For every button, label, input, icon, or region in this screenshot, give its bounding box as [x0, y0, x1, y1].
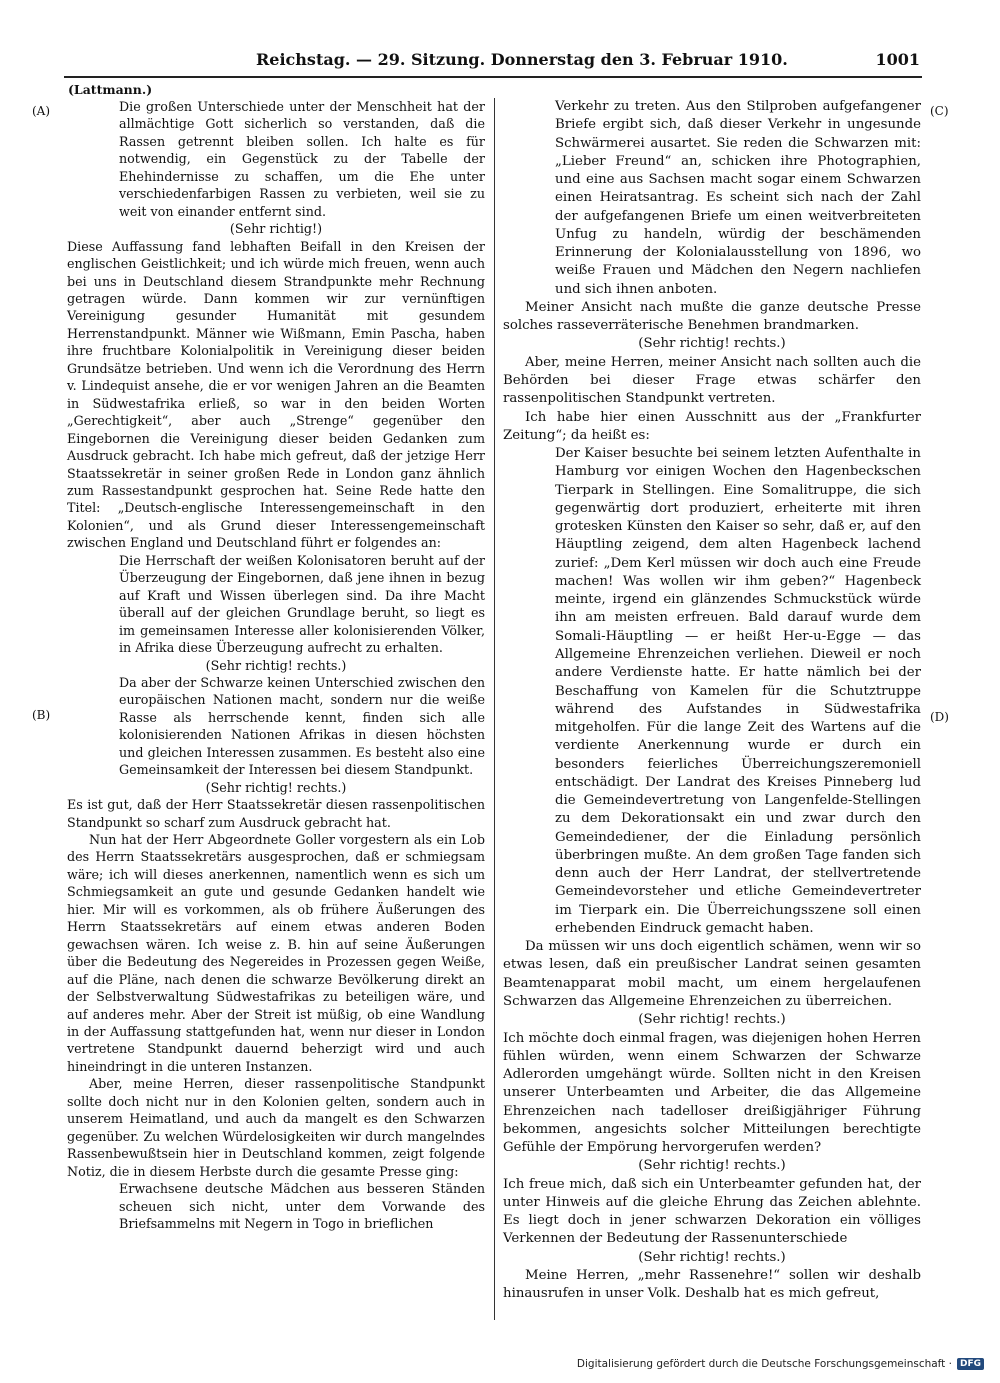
dfg-logo: DFG	[957, 1358, 984, 1370]
paragraph: Diese Auffassung fand lebhaften Beifall in den Kreisen der englischen Geistlichkeit; und ich würde mich freuen, wenn auch bei uns in Deutschland diesem Strandpunkte mehr Rechnung getragen würde. Dann kommen wir zur vernünftigen Vereinigung gesunder Humanität mit gesundem Herrenstandpunkt. Männer wie Wißmann, Emin Pascha, haben ihre fruchtbare Kolonialpolitik in Vereinigung dieser beiden Grundsätze betrieben. Und wenn ich die Verordnung des Herrn v. Lindequist ansehe, die er vor wenigen Jahren an die Beamten in Südwestafrika erließ, so war in den beiden Worten „Gerechtigkeit“, aber auch „Strenge“ gegenüber den Eingebornen die Vereinigung dieser beiden Gedanken zum Ausdruck gebracht. Ich habe mich gefreut, daß der jetzige Herr Staatssekretär in seiner großen Rede in London ganz ähnlich zum Rassestandpunkt gesprochen hat. Seine Rede hatte den Titel: „Deutsch-englische Interessengemeinschaft in den Kolonien“, und als Grund dieser Interessengemeinschaft zwischen England und Deutschland führt er folgendes an:	[67, 238, 485, 551]
interjection: (Sehr richtig!)	[229, 221, 323, 237]
margin-marker-c: (C)	[930, 104, 949, 118]
paragraph: Aber, meine Herren, dieser rassenpolitische Standpunkt sollte doch nicht nur in den Kolonien gelten, sondern auch in unserem Heimatland, und auch da mangelt es den Schwarzen gegenüber. Zu welchen Würdelosigkeiten wir durch mangelndes Rassenbewußtsein hier in Deutschland kommen, zeigt folgende Notiz, die in diesem Herbste durch die gesamte Presse ging:	[67, 1076, 485, 1179]
paragraph: Aber, meine Herren, meiner Ansicht nach sollten auch die Behörden bei dieser Frage etwas schärfer den rassenpolitischen Standpunkt vertreten.	[503, 354, 921, 407]
interjection: (Sehr richtig! rechts.)	[205, 657, 347, 673]
quoted-paragraph: Erwachsene deutsche Mädchen aus besseren Ständen scheuen sich nicht, unter dem Vorwande des Briefsammelns mit Negern in Togo in brieflichen	[119, 1181, 485, 1231]
margin-marker-d: (D)	[930, 710, 949, 724]
page-header	[256, 50, 920, 74]
header-rule	[64, 76, 922, 78]
paragraph: Ich möchte doch einmal fragen, was diejenigen hohen Herren fühlen würden, wenn einem Schwarzen der Schwarze Adlerorden umgehängt würde. Sollten nicht in den Kreisen unserer Unterbeamten und Arbeiter, die das Allgemeine Ehrenzeichen nach tadelloser dreißigjähriger Führung bekommen, angesichts solcher Mitteilungen berechtigte Gefühle der Empörung hervorgerufen werden?	[503, 1030, 921, 1156]
paragraph: Meiner Ansicht nach mußte die ganze deutsche Presse solches rasseverräterische Benehmen brandmarken.	[503, 299, 921, 334]
paragraph: Ich freue mich, daß sich ein Unterbeamter gefunden hat, der unter Hinweis auf die gleiche Ehrung das Zeichen ablehnte. Es liegt doch in jener schwarzen Dekoration ein völliges Verkennen der Bedeutung der Rassenunterschiede	[503, 1176, 921, 1247]
interjection: (Sehr richtig! rechts.)	[205, 779, 347, 795]
margin-marker-b: (B)	[32, 708, 51, 722]
paragraph: Meine Herren, „mehr Rassenehre!“ sollen wir deshalb hinausrufen in unser Volk. Deshalb hat es mich gefreut,	[503, 1268, 921, 1302]
margin-marker-a: (A)	[32, 104, 51, 118]
paragraph: Es ist gut, daß der Herr Staatssekretär diesen rassenpolitischen Standpunkt so scharf zum Ausdruck gebracht hat.	[67, 797, 485, 830]
footer-text: Digitalisierung gefördert durch die Deutsche Forschungsgemeinschaft ·	[576, 1358, 952, 1370]
page-number: 1001	[875, 50, 920, 69]
quoted-paragraph: Verkehr zu treten. Aus den Stilproben aufgefangener Briefe ergibt sich, daß dieser Verkehr in ungesunde Schwärmerei ausartet. Sie reden die Schwarzen mit: „Lieber Freund“ an, schicken ihre Photographien, und eine aus Sachsen macht sogar einem Schwarzen einen Heiratsantrag. Es scheint sich nach der Zahl der aufgefangenen Briefe um einen weitverbreiteten Unfug zu handeln, würdig der beschämenden Erinnerung der Kolonialausstellung von 1896, wo weiße Frauen und Mädchen den Negern nachliefen und sich ihnen anboten.	[555, 99, 921, 297]
right-column	[503, 98, 921, 1304]
interjection: (Sehr richtig! rechts.)	[638, 336, 786, 352]
quoted-paragraph: Die großen Unterschiede unter der Menschheit hat der allmächtige Gott sicherlich so verstanden, daß die Rassen getrennt bleiben sollen. Ich halte es für notwendig, ein Gegenstück zu der Tabelle der Ehehindernisse zu schaffen, um die Ehe unter verschiedenfarbigen Rassen zu verbieten, weil sie zu weit von einander entfernt sind.	[119, 99, 485, 219]
paragraph: Da müssen wir uns doch eigentlich schämen, wenn wir so etwas lesen, daß ein preußischer Landrat seinen gesamten Beamtenapparat mobil macht, um einem hergelaufenen Schwarzen das Allgemeine Ehrenzeichen zu überreichen.	[503, 939, 921, 1010]
paragraph: Ich habe hier einen Ausschnitt aus der „Frankfurter Zeitung“; da heißt es:	[503, 409, 921, 443]
left-column	[67, 98, 485, 1232]
column-divider	[494, 98, 495, 1320]
quoted-paragraph: Der Kaiser besuchte bei seinem letzten Aufenthalte in Hamburg vor einigen Wochen den Hagenbeckschen Tierpark in Stellingen. Eine Somalitruppe, die sich gegenwärtig dort produziert, erheiterte mit ihren grotesken Künsten den Kaiser so sehr, daß er, auf den Häuptling zeigend, dem alten Hagenbeck lachend zurief: „Dem Kerl müssen wir doch auch eine Freude machen! Was wollen wir ihm geben?“ Hagenbeck meinte, irgend ein glänzendes Schmuckstück würde ihn am meisten erfreuen. Bald darauf wurde dem Somali-Häuptling — er heißt Her-u-Egge — das Allgemeine Ehrenzeichen verliehen. Dieweil er noch andere Verdienste hatte. Er hatte nämlich bei der Beschaffung von Kamelen für die Schutztruppe während des Aufstandes in Südwestafrika mitgeholfen. Für die lange Zeit des Wartens auf die verdiente Anerkennung wurde er durch ein besonders feierliches Überreichungszeremoniell entschädigt. Der Landrat des Kreises Pinneberg lud die Gemeindevertretung von Langenfelde-Stellingen zu dem Dekorationsakt ein und zwar durch den Gemeindediener, der die Einladung persönlich überbringen mußte. An dem großen Tage fanden sich denn auch der Herr Landrat, der stellvertretende Gemeindevorsteher und etliche Gemeindevertreter im Tierpark ein. Die Überreichungsszene soll einen erhebenden Eindruck gemacht haben.	[555, 446, 921, 936]
interjection: (Sehr richtig! rechts.)	[638, 1249, 786, 1265]
quoted-paragraph: Da aber der Schwarze keinen Unterschied zwischen den europäischen Nationen macht, sondern nur die weiße Rasse als herrschende kennt, finden sich alle kolonisierenden Nationen Afrikas in diesen höchsten und gleichen Interessen zusammen. Es besteht also eine Gemeinsamkeit der Interessen bei diesem Standpunkt.	[119, 674, 485, 778]
speaker-label: (Lattmann.)	[68, 82, 153, 97]
running-title: Reichstag. — 29. Sitzung. Donnerstag den 3. Februar 1910.	[256, 50, 788, 69]
quoted-paragraph: Die Herrschaft der weißen Kolonisatoren beruht auf der Überzeugung der Eingebornen, daß jene ihnen in bezug auf Kraft und Wissen überlegen sind. Da ihre Macht überall auf der gleichen Grundlage beruht, so liegt es im gemeinsamen Interesse aller kolonisierenden Völker, in Afrika diese Überzeugung aufrecht zu erhalten.	[119, 552, 485, 656]
footer	[577, 1355, 984, 1373]
paragraph: Nun hat der Herr Abgeordnete Goller vorgestern als ein Lob des Herrn Staatssekretärs ausgesprochen, daß er schmiegsam wäre; ich will dieses anerkennen, namentlich wenn es sich um Schmiegsamkeit an gute und gesunde Gedanken handelt wie hier. Mir will es vorkommen, als ob frühere Äußerungen des Herrn Staatssekretärs auf einem etwas anderen Boden gewachsen wären. Ich weise z. B. hin auf seine Äußerungen über die Bedeutung des Negereides in Prozessen gegen Weiße, auf die Pläne, nach denen die schwarze Bevölkerung direkt an der Selbstverwaltung Südwestafrikas zu beteiligen wäre, und auf anderes mehr. Aber der Streit ist müßig, ob eine Wandlung in der Auffassung stattgefunden hat, wenn nur dieser in London vertretene Standpunkt dauernd beherzigt wird und auch hineindringt in die unteren Instanzen.	[67, 832, 485, 1074]
interjection: (Sehr richtig! rechts.)	[638, 1012, 786, 1028]
interjection: (Sehr richtig! rechts.)	[638, 1158, 786, 1174]
